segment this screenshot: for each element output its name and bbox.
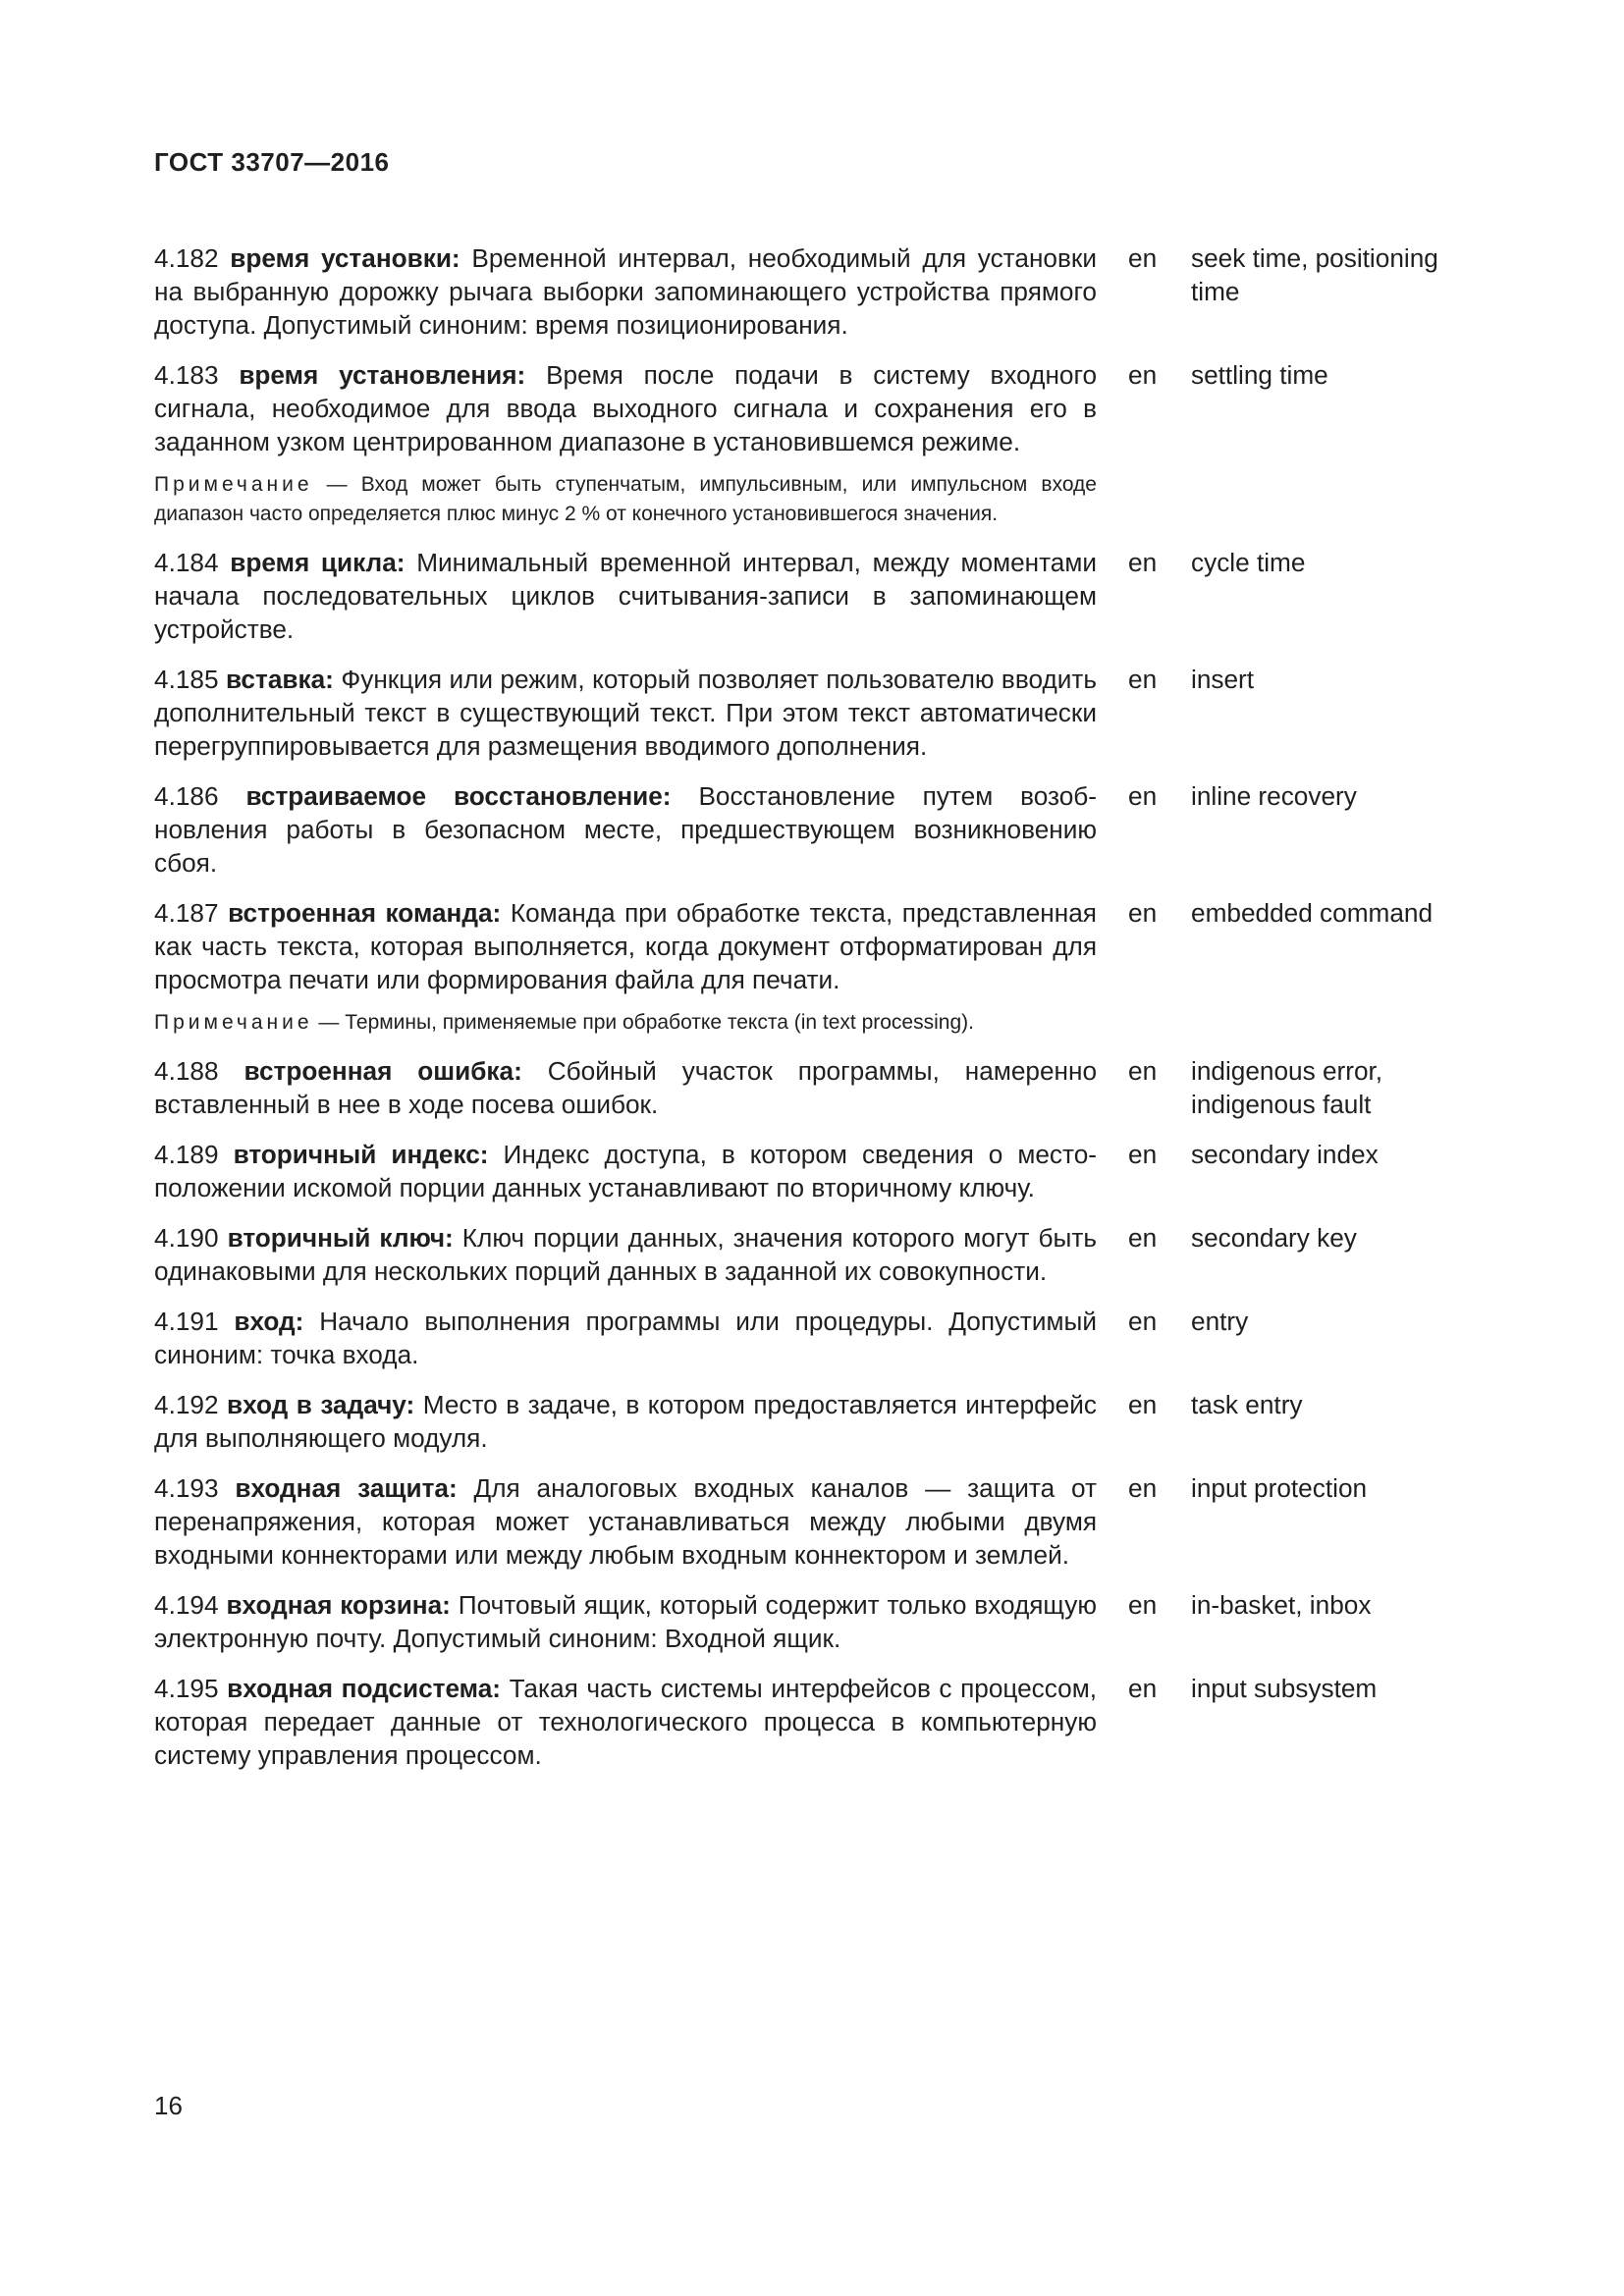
entry-text — [154, 663, 1097, 763]
language-code: en — [1128, 1056, 1158, 1086]
entry-text — [154, 1672, 1097, 1772]
english-equivalent: settling time — [1191, 360, 1328, 390]
term-entry — [154, 1471, 1489, 1572]
english-equivalent: secondary key — [1191, 1223, 1357, 1253]
language-code: en — [1128, 1307, 1158, 1336]
entry-text — [154, 1471, 1097, 1572]
document-header: ГОСТ 33707—2016 — [154, 147, 390, 177]
entry-definition: Время после подачи в систему входного сигнала, необходимое для ввода выходного сигнала и сохранения его в заданном узком центрированном диапазоне в установившемся режиме. — [154, 360, 1098, 456]
term-entry — [154, 546, 1489, 646]
entry-number: 4.187 — [154, 898, 219, 928]
english-equivalent: seek time, positioning time — [1191, 243, 1438, 306]
entry-number: 4.188 — [154, 1056, 219, 1086]
language-code: en — [1128, 898, 1158, 928]
entry-definition: Место в задаче, в котором предоставляется интерфейс для выполняющего модуля. — [154, 1390, 1097, 1453]
term-entry — [154, 1054, 1489, 1121]
english-equivalent: inline recovery — [1191, 781, 1357, 811]
entry-definition: Сбойный участок программы, намеренно вставленный в нее в ходе посева ошибок. — [154, 1056, 1098, 1119]
term-entry — [154, 1672, 1489, 1772]
entry-text — [154, 1221, 1097, 1288]
entry-number: 4.189 — [154, 1140, 219, 1169]
entry-text — [154, 546, 1097, 646]
entry-term: вход в задачу: — [227, 1390, 415, 1419]
term-entries — [154, 241, 1489, 1789]
entry-definition: Индекс доступа, в котором сведения о местоположении искомой порции данных устанавливают по вторичному ключу. — [154, 1140, 1098, 1202]
entry-number: 4.185 — [154, 665, 219, 694]
note-label: Примечание — [154, 473, 313, 496]
term-entry — [154, 358, 1489, 529]
entry-text — [154, 1588, 1097, 1655]
entry-number: 4.182 — [154, 243, 219, 273]
entry-number: 4.190 — [154, 1223, 219, 1253]
language-code: en — [1128, 1674, 1158, 1703]
entry-term: вторичный ключ: — [227, 1223, 454, 1253]
english-equivalent: indigenous error, indigenous fault — [1191, 1056, 1383, 1119]
entry-definition: Для аналоговых входных каналов — защита от перенапряжения, которая может устанавливаться между любыми двумя входными коннекторами или между любым входным коннектором и землей. — [154, 1473, 1097, 1570]
entry-term: время установления: — [239, 360, 526, 390]
entry-definition: Восстановление путем возобновления работы в безопасном месте, предшествующем возникновению сбоя. — [154, 781, 1097, 878]
english-equivalent: input subsystem — [1191, 1674, 1378, 1703]
language-code: en — [1128, 548, 1158, 577]
entry-definition: Ключ порции данных, значения которого могут быть одинаковыми для нескольких порций данных в заданной их совокупности. — [154, 1223, 1097, 1286]
english-equivalent: secondary index — [1191, 1140, 1379, 1169]
entry-text — [154, 358, 1097, 458]
entry-definition: Команда при обработке текста, представленная как часть текста, которая выполняется, когда документ отформатирован для просмотра печати или формирования файла для печати. — [154, 898, 1097, 994]
entry-term: встроенная команда: — [228, 898, 502, 928]
term-entry — [154, 1588, 1489, 1655]
entry-number: 4.195 — [154, 1674, 219, 1703]
entry-number: 4.186 — [154, 781, 219, 811]
term-entry — [154, 1138, 1489, 1204]
entry-term: встроенная ошибка: — [244, 1056, 522, 1086]
term-entry — [154, 1305, 1489, 1371]
language-code: en — [1128, 243, 1158, 273]
term-entry — [154, 896, 1489, 1038]
entry-term: входная корзина: — [226, 1590, 451, 1620]
entry-term: встраиваемое восстановление: — [245, 781, 672, 811]
term-entry — [154, 241, 1489, 342]
entry-definition: Почтовый ящик, который содержит только входящую электронную почту. Допустимый синоним: Входной ящик. — [154, 1590, 1097, 1653]
entry-text — [154, 896, 1097, 996]
entry-number: 4.193 — [154, 1473, 219, 1503]
entry-text — [154, 1388, 1097, 1455]
entry-number: 4.194 — [154, 1590, 219, 1620]
entry-note — [154, 470, 1097, 529]
language-code: en — [1128, 1140, 1158, 1169]
entry-number: 4.184 — [154, 548, 219, 577]
entry-definition: Функция или режим, который позволяет пользователю вводить дополнительный текст в существующий текст. При этом текст автоматически перегруппировывается для размещения вводимого дополнения. — [154, 665, 1097, 761]
language-code: en — [1128, 1223, 1158, 1253]
entry-text — [154, 1305, 1097, 1371]
english-equivalent: cycle time — [1191, 548, 1306, 577]
entry-text — [154, 241, 1097, 342]
entry-definition: Минимальный временной интервал, между моментами начала последовательных циклов считывания-записи в запоминающем устройстве. — [154, 548, 1097, 644]
language-code: en — [1128, 1590, 1158, 1620]
entry-number: 4.183 — [154, 360, 219, 390]
entry-term: входная подсистема: — [227, 1674, 501, 1703]
entry-term: время цикла: — [230, 548, 406, 577]
entry-term: вторичный индекс: — [233, 1140, 489, 1169]
entry-text — [154, 1138, 1097, 1204]
term-entry — [154, 663, 1489, 763]
language-code: en — [1128, 1473, 1158, 1503]
language-code: en — [1128, 781, 1158, 811]
page-number: 16 — [154, 2091, 183, 2120]
entry-term: время установки: — [230, 243, 460, 273]
entry-number: 4.191 — [154, 1307, 219, 1336]
language-code: en — [1128, 360, 1158, 390]
language-code: en — [1128, 1390, 1158, 1419]
entry-term: вставка: — [225, 665, 334, 694]
note-text: — Вход может быть ступенчатым, импульсивным, или импульсном входе диапазон часто определяется плюс минус 2 % от конечного установившегося значения. — [154, 473, 1097, 525]
entry-definition: Временной интервал, необходимый для установки на выбранную дорожку рычага выборки запоминающего устройства прямого доступа. Допустимый синоним: время позиционирования. — [154, 243, 1097, 340]
entry-term: вход: — [234, 1307, 304, 1336]
english-equivalent: embedded command — [1191, 898, 1434, 928]
entry-definition: Такая часть системы интерфейсов с процессом, которая передает данные от технологического процесса в компьютерную систему управления процессом. — [154, 1674, 1098, 1770]
term-entry — [154, 1221, 1489, 1288]
entry-text — [154, 779, 1097, 880]
entry-text — [154, 1054, 1097, 1121]
english-equivalent: entry — [1191, 1307, 1249, 1336]
term-entry — [154, 779, 1489, 880]
note-text: — Термины, применяемые при обработке текста (in text processing). — [318, 1011, 974, 1034]
term-entry — [154, 1388, 1489, 1455]
english-equivalent: input protection — [1191, 1473, 1368, 1503]
english-equivalent: insert — [1191, 665, 1255, 694]
language-code: en — [1128, 665, 1158, 694]
english-equivalent: task entry — [1191, 1390, 1303, 1419]
entry-term: входная защита: — [235, 1473, 458, 1503]
english-equivalent: in-basket, inbox — [1191, 1590, 1372, 1620]
entry-definition: Начало выполнения программы или процедуры. Допустимый синоним: точка входа. — [154, 1307, 1098, 1369]
entry-number: 4.192 — [154, 1390, 219, 1419]
entry-note — [154, 1008, 1097, 1038]
note-label: Примечание — [154, 1011, 313, 1034]
